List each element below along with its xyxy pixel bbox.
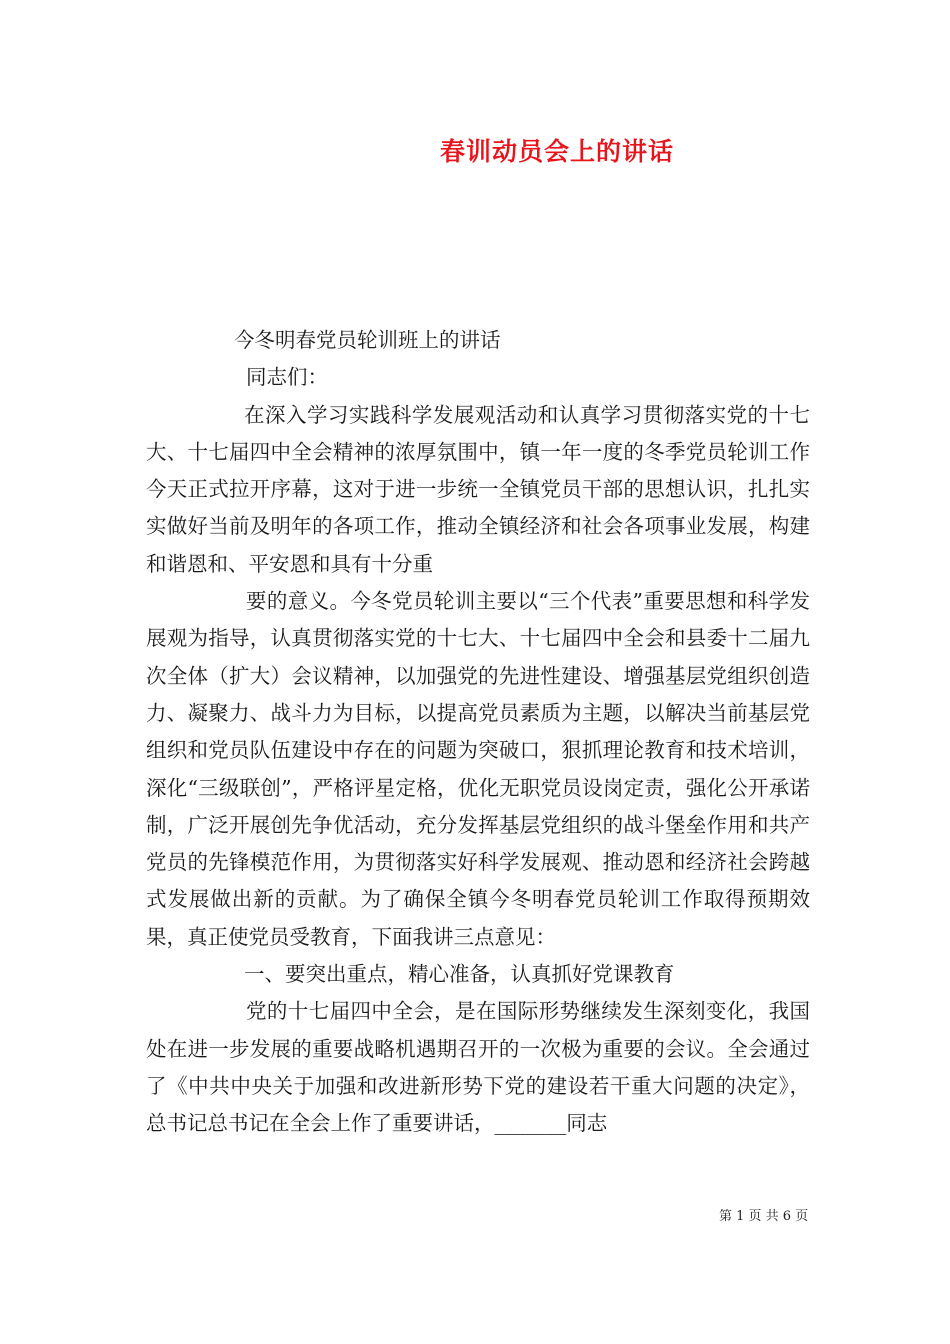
document-body — [146, 322, 810, 1143]
speech-subtitle: 今冬明春党员轮训班上的讲话 — [234, 328, 501, 352]
salutation: 同志们： — [246, 365, 328, 390]
paragraph-2: 要的意义。今冬党员轮训主要以“三个代表”重要思想和科学发展观为指导，认真贯彻落实党的十七大、十七届四中全会和县委十二届九次全体（扩大）会议精神，以加强党的先进性建设、增强基层党组织创造力、凝聚力、战斗力为目标，以提高党员素质为主题，以解决当前基层党组织和党员队伍建设中存在的问题为突破口，狠抓理论教育和技术培训，深化“三级联创”，严格评星定格，优化无职党员设岗定责，强化公开承诺制，广泛开展创先争优活动，充分发挥基层党组织的战斗堡垒作用和共产党员的先锋模范作用，为贯彻落实好科学发展观、推动恩和经济社会跨越式发展做出新的贡献。为了确保全镇今冬明春党员轮训工作取得预期效果，真正使党员受教育，下面我讲三点意见： — [146, 589, 810, 949]
document-title: 春训动员会上的讲话 — [439, 137, 674, 166]
paragraph-3: 党的十七届四中全会，是在国际形势继续发生深刻变化，我国处在进一步发展的重要战略机遇期召开的一次极为重要的会议。全会通过了《中共中央关于加强和改进新形势下党的建设若干重大问题的决定》，总书记总书记在全会上作了重要讲话，_______同志 — [146, 999, 810, 1136]
page-number: 第 1 页 共 6 页 — [719, 1209, 809, 1224]
section-heading-1: 一、要突出重点，精心准备，认真抓好党课教育 — [244, 962, 675, 987]
paragraph-1: 在深入学习实践科学发展观活动和认真学习贯彻落实党的十七大、十七届四中全会精神的浓厚氛围中，镇一年一度的冬季党员轮训工作今天正式拉开序幕，这对于进一步统一全镇党员干部的思想认识，扎扎实实做好当前及明年的各项工作，推动全镇经济和社会各项事业发展，构建和谐恩和、平安恩和具有十分重 — [146, 402, 810, 576]
